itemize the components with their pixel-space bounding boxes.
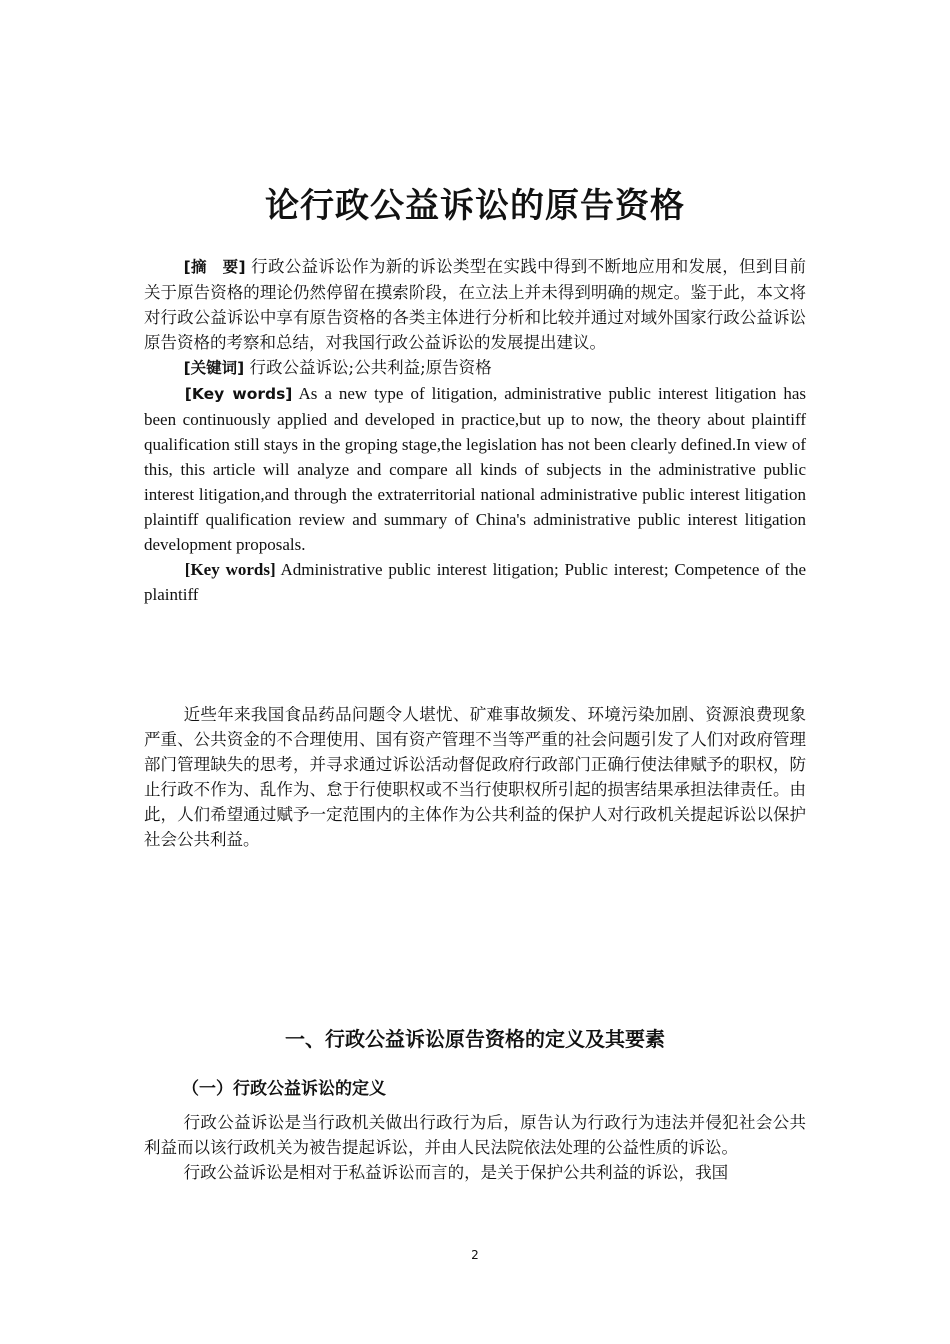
abstract-label: [摘 要] xyxy=(183,258,246,276)
definition-section xyxy=(144,1110,806,1185)
abstract-en-paragraph xyxy=(144,381,806,557)
intro-paragraph: 近些年来我国食品药品问题令人堪忧、矿难事故频发、环境污染加剧、资源浪费现象严重、公共资金的不合理使用、国有资产管理不当等严重的社会问题引发了人们对政府管理部门管理缺失的思考，并寻求通过诉讼活动督促政府行政部门正确行使法律赋予的职权，防止行政不作为、乱作为、怠于行使职权或不当行使职权所引起的损害结果承担法律责任。由此，人们希望通过赋予一定范围内的主体作为公共利益的保护人对行政机关提起诉讼以保护社会公共利益。 xyxy=(144,705,806,849)
section-heading: 一、行政公益诉讼原告资格的定义及其要素 xyxy=(285,1027,665,1051)
keywords-en-paragraph xyxy=(144,557,806,607)
subsection-heading: （一）行政公益诉讼的定义 xyxy=(182,1079,386,1099)
comparison-paragraph: 行政公益诉讼是相对于私益诉讼而言的，是关于保护公共利益的诉讼，我国 xyxy=(183,1163,729,1182)
page-title: 论行政公益诉讼的原告资格 xyxy=(265,186,685,226)
abstract-en-text: As a new type of litigation, administrative public interest litigation has been continuously applied and developed in practice,but up to now, the theory about plaintiff qualification still stays in the groping stage,the legislation has not been clearly defined.In view of this, this article will analyze and compare all kinds of subjects in the administrative public interest litigation,and through the extraterritorial national administrative public interest litigation plaintiff qualification review and summary of China's administrative public interest litigation development proposals. xyxy=(144,384,806,554)
keywords-text: 行政公益诉讼;公共利益;原告资格 xyxy=(249,358,492,377)
abstract-paragraph xyxy=(144,254,806,355)
abstract-en-label: [Key words] xyxy=(184,385,293,403)
keywords-paragraph xyxy=(144,355,806,381)
keywords-en-text: Administrative public interest litigation; Public interest; Competence of the plaintiff xyxy=(144,560,806,604)
abstract-section xyxy=(144,254,806,607)
keywords-label: [关键词] xyxy=(183,359,245,377)
intro-section xyxy=(144,702,806,852)
abstract-text: 行政公益诉讼作为新的诉讼类型在实践中得到不断地应用和发展，但到目前关于原告资格的理论仍然停留在摸索阶段，在立法上并未得到明确的规定。鉴于此，本文将对行政公益诉讼中享有原告资格的各类主体进行分析和比较并通过对域外国家行政公益诉讼原告资格的考察和总结，对我国行政公益诉讼的发展提出建议。 xyxy=(144,257,807,352)
definition-paragraph: 行政公益诉讼是当行政机关做出行政行为后，原告认为行政行为违法并侵犯社会公共利益而以该行政机关为被告提起诉讼，并由人民法院依法处理的公益性质的诉讼。 xyxy=(144,1113,806,1157)
keywords-en-label: [Key words] xyxy=(184,560,276,579)
page-number: 2 xyxy=(471,1248,479,1262)
